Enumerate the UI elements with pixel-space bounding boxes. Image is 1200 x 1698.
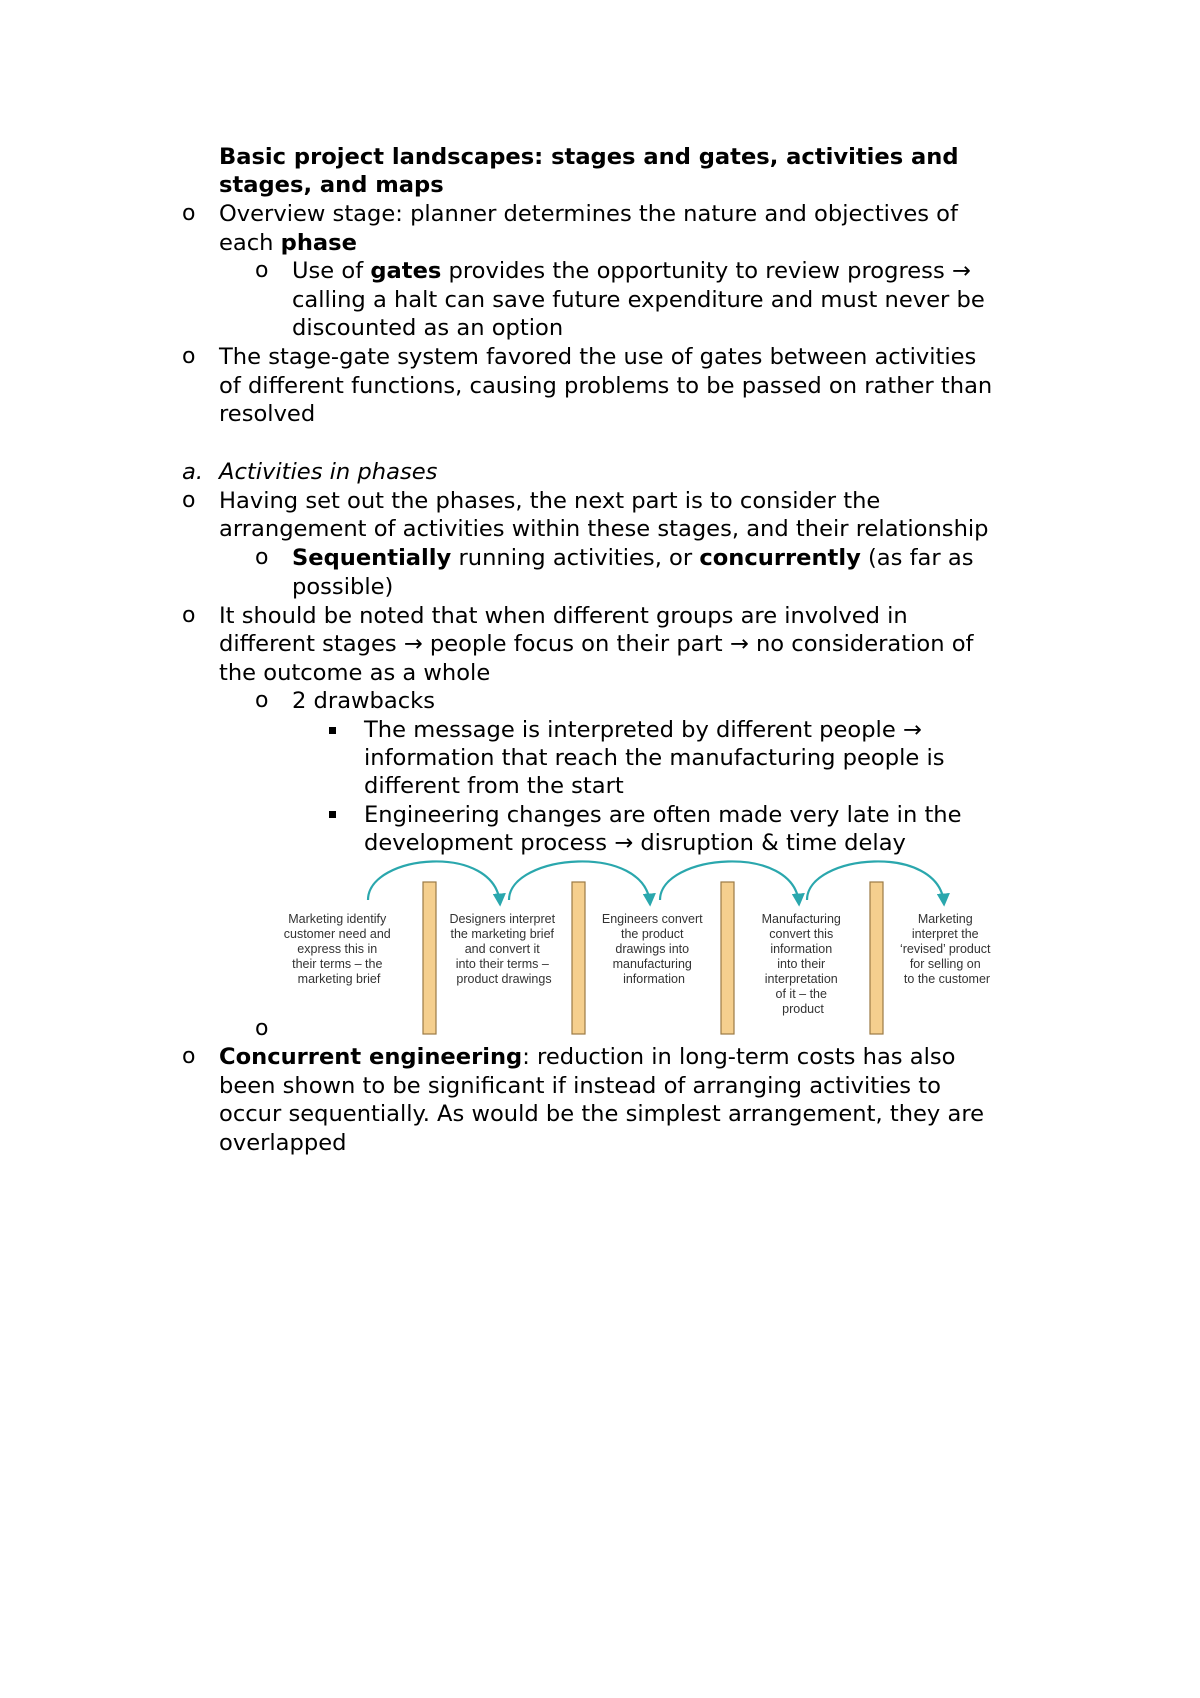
square-bullet-icon: [329, 811, 336, 818]
noted-line-2: different stages → people focus on their part → no consideration of: [219, 631, 974, 657]
message-line-3: different from the start: [364, 773, 624, 799]
section-heading-activities: Activities in phases: [219, 459, 438, 485]
overview-line-2: each phase: [219, 230, 357, 256]
concurrent-line-1: Concurrent engineering: reduction in long-term costs has also: [219, 1044, 956, 1070]
heading-line-1: Basic project landscapes: stages and gates, activities and: [219, 144, 959, 170]
gate-bar-4: [870, 882, 883, 1034]
noted-line-3: the outcome as a whole: [219, 660, 491, 686]
bullet-o-icon: o: [255, 688, 269, 713]
gates-line-3: discounted as an option: [292, 315, 564, 341]
stagegate-line-2: of different functions, causing problems to be passed on rather than: [219, 373, 993, 399]
section-letter: a.: [182, 459, 204, 485]
bullet-o-icon: o: [182, 201, 196, 226]
engineering-line-1: Engineering changes are often made very late in the: [364, 802, 962, 828]
message-line-2: information that reach the manufacturing people is: [364, 745, 945, 771]
bullet-o-icon: o: [182, 488, 196, 513]
gates-line-1: Use of gates provides the opportunity to review progress →: [292, 258, 971, 284]
drawbacks-label: 2 drawbacks: [292, 688, 435, 714]
diagram-box-marketing-customer: Marketing interpret the ‘revised’ product for selling on to the customer: [899, 912, 991, 986]
bullet-o-icon: o: [182, 603, 196, 628]
stagegate-line-3: resolved: [219, 401, 316, 427]
engineering-line-2: development process → disruption & time delay: [364, 830, 906, 856]
having-line-1: Having set out the phases, the next part is to consider the: [219, 488, 881, 514]
bullet-o-icon: o: [255, 1016, 269, 1041]
diagram-box-engineers: Engineers convert the product drawings into manufacturing information: [601, 912, 703, 986]
concurrent-line-4: overlapped: [219, 1130, 347, 1156]
stagegate-line-1: The stage-gate system favored the use of gates between activities: [219, 344, 977, 370]
noted-line-1: It should be noted that when different groups are involved in: [219, 603, 908, 629]
concurrent-line-3: occur sequentially. As would be the simplest arrangement, they are: [219, 1101, 985, 1127]
sequentially-line-2: possible): [292, 574, 394, 600]
gate-bar-3: [721, 882, 734, 1034]
sequential-process-diagram: [280, 850, 1000, 1042]
bullet-o-icon: o: [255, 545, 269, 570]
diagram-box-manufacturing: Manufacturing convert this information into their interpretation of it – the product: [761, 912, 841, 1016]
sequentially-line-1: Sequentially running activities, or concurrently (as far as: [292, 545, 974, 571]
bullet-o-icon: o: [182, 1044, 196, 1069]
heading-line-2: stages, and maps: [219, 172, 444, 198]
diagram-box-marketing-brief: Marketing identify customer need and express this in their terms – the marketing brief: [283, 912, 391, 986]
overview-line-1: Overview stage: planner determines the nature and objectives of: [219, 201, 958, 227]
gate-bar-1: [423, 882, 436, 1034]
gate-bar-2: [572, 882, 585, 1034]
bullet-o-icon: o: [182, 344, 196, 369]
gates-line-2: calling a halt can save future expenditure and must never be: [292, 287, 985, 313]
message-line-1: The message is interpreted by different people →: [364, 717, 922, 743]
diagram-box-designers: Designers interpret the marketing brief and convert it into their terms – product drawings: [449, 912, 556, 986]
having-line-2: arrangement of activities within these stages, and their relationship: [219, 516, 989, 542]
concurrent-line-2: been shown to be significant if instead of arranging activities to: [219, 1073, 941, 1099]
square-bullet-icon: [329, 727, 336, 734]
bullet-o-icon: o: [255, 258, 269, 283]
